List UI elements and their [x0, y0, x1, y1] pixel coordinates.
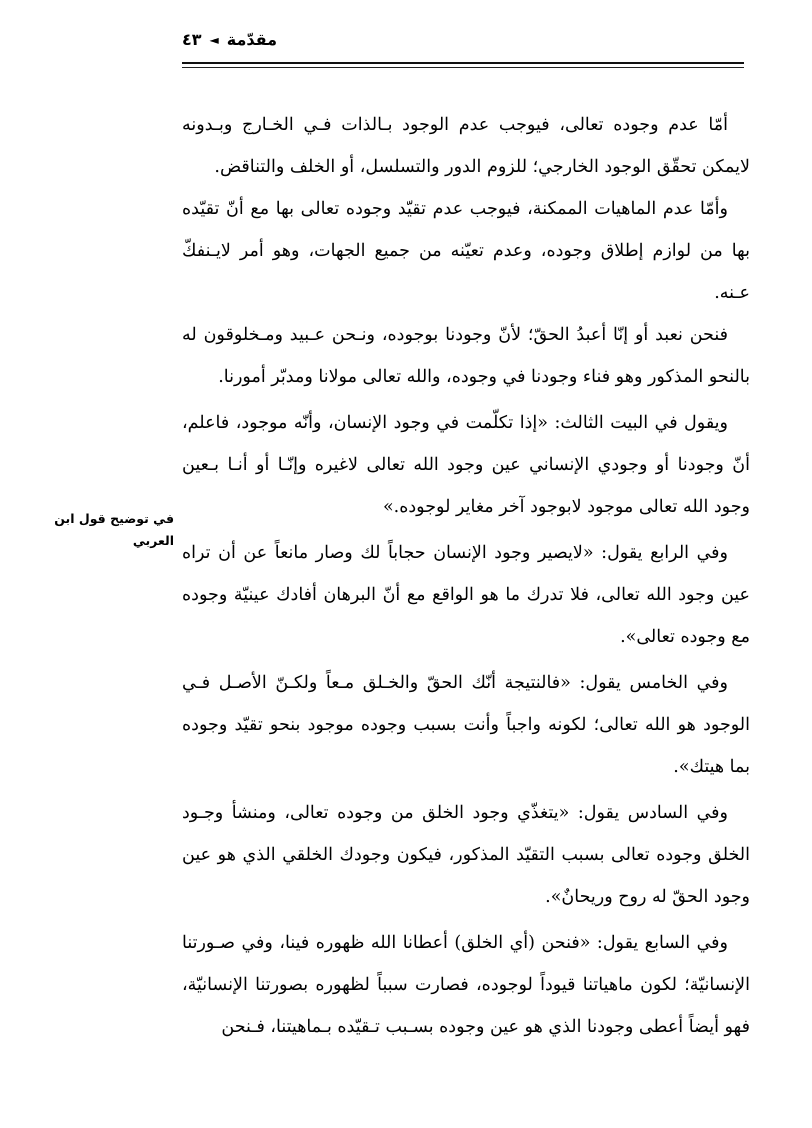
paragraph-4: ويقول في البيت الثالث: «إذا تكلّمت في وجود الإنسان، وأنّه موجود، فاعلم، أنّ وجودنا أو وجودي الإنساني عين وجود الله تعالى لاغيره وإنّـا أو أنـا بـعين وجود الله تعالى موجود لابوجود آخر مغاير لوجوده.» [182, 413, 750, 517]
main-text [182, 104, 750, 1048]
header-line [182, 28, 277, 51]
paragraph-2: وأمّا عدم الماهيات الممكنة، فيوجب عدم تقيّد وجوده تعالى بها مع أنّ تقيّده بها من لوازم إطلاق وجوده، وعدم تعيّنه من جميع الجهات، وهو أمر لايـنفكّ عـنه. [182, 199, 750, 303]
paragraph-5: وفي الرابع يقول: «لايصير وجود الإنسان حجاباً لك وصار مانعاً عن أن تراه عين وجود الله تعالى، فلا تدرك ما هو الواقع مع أنّ البرهان أفادك عينيّة وجوده مع وجوده تعالى». [182, 543, 750, 647]
margin-note: في توضيح قول ابن العربي [54, 511, 174, 548]
paragraph-7: وفي السادس يقول: «يتغذّي وجود الخلق من وجوده تعالى، ومنشأ وجـود الخلق وجوده تعالى بسبب التقيّد المذكور، فيكون وجودك الخلقي الذي هو عين وجود الحقّ له روح وريحانٌ». [182, 803, 750, 907]
page-number: ٤٣ [182, 29, 202, 49]
paragraph-8: وفي السابع يقول: «فنحن (أي الخلق) أعطانا الله ظهوره فينا، وفي صـورتنا الإنسانيّة؛ لكون ماهياتنا قيوداً لوجوده، فصارت سبباً لظهوره بصورتنا الإنسانيّة، فهو أيضاً أعطى وجودنا الذي هو عين وجوده بسـبب تـقيّده بـماهيتنا، فـنحن [182, 933, 750, 1037]
header-rule-thin [182, 67, 744, 68]
triangle-icon: ◄ [209, 32, 219, 47]
paragraph-6: وفي الخامس يقول: «فالنتيجة أنّك الحقّ والخـلق مـعاً ولكـنّ الأصـل فـي الوجود هو الله تعالى؛ لكونه واجباً وأنت بسبب وجوده موجود بنحو تقيّد وجوده بما هيتك». [182, 673, 750, 777]
paragraph-1: أمّا عدم وجوده تعالى، فيوجب عدم الوجود بـالذات فـي الخـارج وبـدونه لايمكن تحقّق الوجود الخارجي؛ للزوم الدور والتسلسل، أو الخلف والتناقض. [182, 115, 750, 177]
paragraph-3: فنحن نعبد أو إنّا أعبدُ الحقّ؛ لأنّ وجودنا بوجوده، ونـحن عـبيد ومـخلوقون له بالنحو المذكور وهو فناء وجودنا في وجوده، والله تعالى مولانا ومدبّر أمورنا. [182, 325, 750, 387]
header-rule-thick [182, 62, 744, 64]
page-header [182, 22, 744, 66]
chapter-title: مقدّمة [226, 29, 278, 49]
